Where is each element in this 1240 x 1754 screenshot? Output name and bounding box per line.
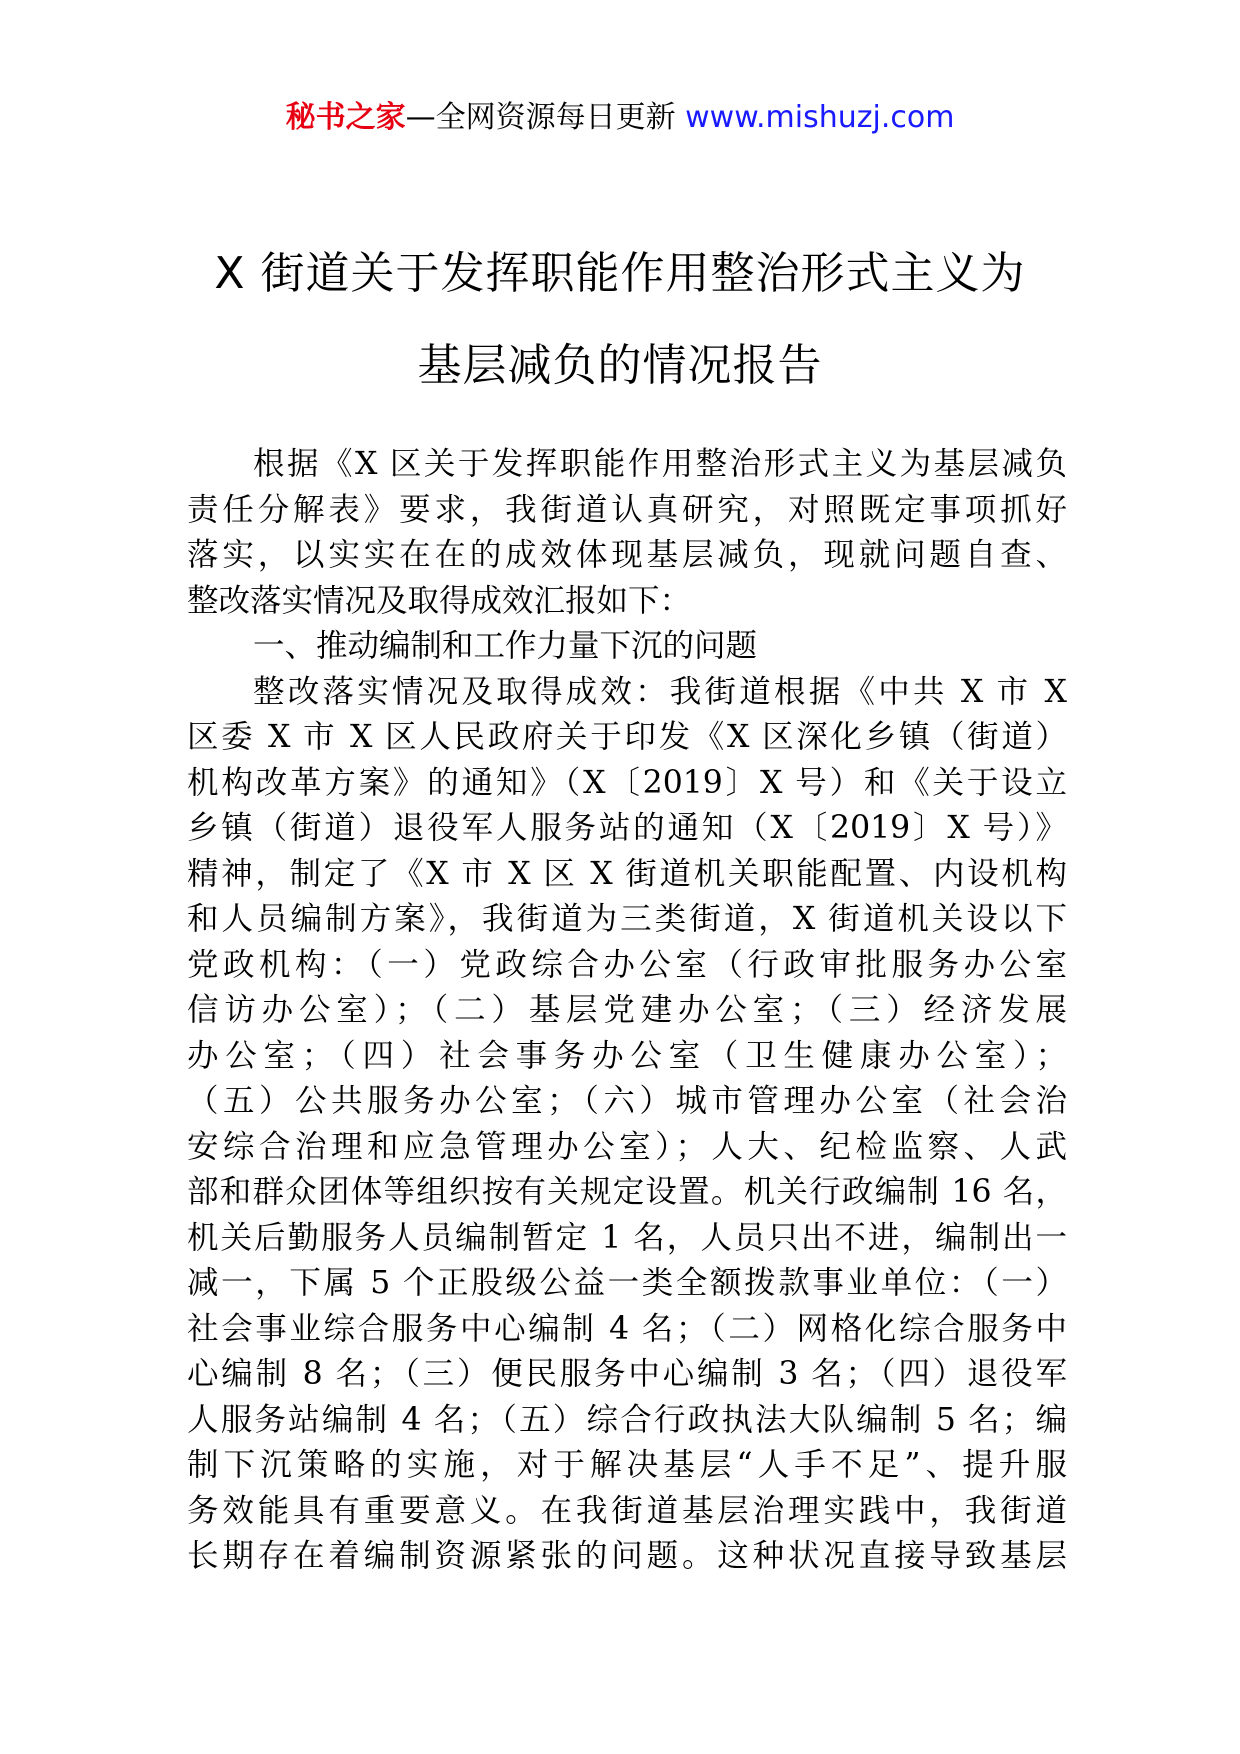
body-line: 和人员编制方案》，我街道为三类街道，X 街道机关设以下 xyxy=(187,901,1067,937)
title-line: 基层减负的情况报告 xyxy=(417,340,823,391)
body-line: 信访办公室）；（二）基层党建办公室；（三）经济发展 xyxy=(187,992,1067,1028)
brand-name: 秘书之家 xyxy=(285,100,406,135)
body-line: 办公室；（四）社会事务办公室（卫生健康办公室）； xyxy=(187,1037,1067,1074)
body-line: 责任分解表》要求，我街道认真研究，对照既定事项抓好 xyxy=(187,491,1067,528)
site-url-link[interactable]: www.mishuzj.com xyxy=(685,100,955,135)
body-line: 部和群众团体等组织按有关规定设置。机关行政编制 16 名， xyxy=(187,1174,1067,1210)
header-slogan: —全网资源每日更新 xyxy=(405,100,686,135)
body-line: 区委 X 市 X 区人民政府关于印发《X 区深化乡镇（街道） xyxy=(187,719,1067,755)
body-line: 乡镇（街道）退役军人服务站的通知（X〔2019〕X 号）》 xyxy=(187,810,1067,846)
body-line: 制下沉策略的实施，对于解决基层“人手不足”、提升服 xyxy=(187,1447,1067,1483)
body-line: （五）公共服务办公室；（六）城市管理办公室（社会治 xyxy=(187,1083,1067,1119)
body-line: 整改落实情况及取得成效汇报如下： xyxy=(187,582,692,619)
body-line: 整改落实情况及取得成效：我街道根据《中共 X 市 X xyxy=(253,673,1067,710)
body-line: 心编制 8 名；（三）便民服务中心编制 3 名；（四）退役军 xyxy=(187,1356,1067,1392)
body-line: 落实，以实实在在的成效体现基层减负，现就问题自查、 xyxy=(187,537,1067,573)
body-line: 社会事业综合服务中心编制 4 名；（二）网格化综合服务中 xyxy=(187,1310,1067,1347)
body-line: 安综合治理和应急管理办公室）；人大、纪检监察、人武 xyxy=(187,1128,1067,1165)
title-line: X 街道关于发挥职能作用整治形式主义为 xyxy=(214,248,1026,299)
section-heading: 一、推动编制和工作力量下沉的问题 xyxy=(253,628,758,664)
body-line: 党政机构：（一）党政综合办公室（行政审批服务办公室 xyxy=(187,946,1067,983)
body-line: 机构改革方案》的通知》（X〔2019〕X 号）和《关于设立 xyxy=(187,764,1067,801)
body-line: 机关后勤服务人员编制暂定 1 名，人员只出不进，编制出一 xyxy=(187,1219,1067,1256)
body-line: 长期存在着编制资源紧张的问题。这种状况直接导致基层 xyxy=(187,1538,1067,1574)
body-line: 人服务站编制 4 名；（五）综合行政执法大队编制 5 名；编 xyxy=(187,1401,1067,1438)
body-line: 务效能具有重要意义。在我街道基层治理实践中，我街道 xyxy=(187,1492,1067,1529)
body-line: 根据《X 区关于发挥职能作用整治形式主义为基层减负 xyxy=(253,446,1067,482)
body-line: 精神，制定了《X 市 X 区 X 街道机关职能配置、内设机构 xyxy=(187,855,1067,892)
document-title xyxy=(160,228,1080,412)
site-header xyxy=(0,98,1240,138)
body-line: 减一，下属 5 个正股级公益一类全额拨款事业单位：（一） xyxy=(187,1265,1067,1301)
document-body xyxy=(187,442,1067,1580)
